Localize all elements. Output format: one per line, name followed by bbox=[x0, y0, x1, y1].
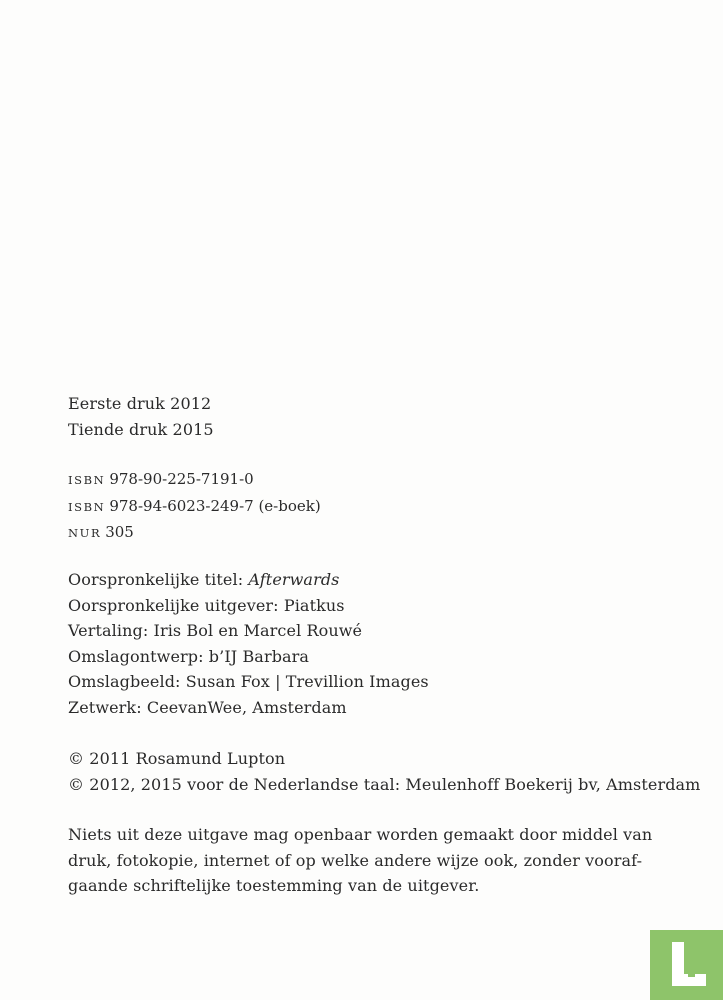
original-title-line bbox=[68, 567, 668, 593]
isbn-label: ISBN bbox=[68, 473, 106, 487]
author-copyright-line: © 2011 Rosamund Lupton bbox=[68, 749, 286, 768]
rights-line-3: gaande schriftelijke toestemming van de uitgever. bbox=[68, 876, 480, 895]
translation-line: Vertaling: Iris Bol en Marcel Rouwé bbox=[68, 621, 363, 640]
tenth-edition-line: Tiende druk 2015 bbox=[68, 419, 214, 439]
rights-line-2: druk, fotokopie, internet of op welke andere wijze ook, zonder vooraf- bbox=[68, 850, 643, 870]
nur-line bbox=[68, 520, 668, 547]
typesetting-line: Zetwerk: CeevanWee, Amsterdam bbox=[68, 697, 347, 717]
nur-value: 305 bbox=[105, 523, 134, 541]
isbn-label: ISBN bbox=[68, 499, 106, 514]
original-title-label: Oorspronkelijke titel: bbox=[68, 570, 244, 589]
isbn-ebook-value: 978-94-6023-249-7 (e-boek) bbox=[109, 496, 321, 515]
isbn-ebook-line bbox=[68, 494, 668, 521]
identifier-info bbox=[68, 467, 668, 547]
first-edition-line: Eerste druk 2012 bbox=[68, 394, 212, 413]
isbn-print-line bbox=[68, 467, 668, 494]
rights-notice bbox=[68, 822, 668, 899]
lastdodo-logo-icon bbox=[650, 930, 723, 1000]
cover-design-line: Omslagontwerp: b’IJ Barbara bbox=[68, 646, 310, 666]
original-title-value: Afterwards bbox=[248, 570, 340, 589]
cover-image-line: Omslagbeeld: Susan Fox | Trevillion Images bbox=[68, 672, 429, 691]
rights-line-1: Niets uit deze uitgave mag openbaar worden gemaakt door middel van bbox=[68, 825, 653, 844]
credits-info bbox=[68, 567, 668, 720]
edition-info bbox=[68, 391, 668, 442]
dutch-copyright-line: © 2012, 2015 voor de Nederlandse taal: Meulenhoff Boekerij bv, Amsterdam bbox=[68, 774, 701, 794]
copyright-info bbox=[68, 746, 701, 797]
nur-label: NUR bbox=[68, 526, 102, 540]
original-publisher-line: Oorspronkelijke uitgever: Piatkus bbox=[68, 595, 345, 615]
isbn-print-value: 978-90-225-7191-0 bbox=[109, 470, 254, 488]
